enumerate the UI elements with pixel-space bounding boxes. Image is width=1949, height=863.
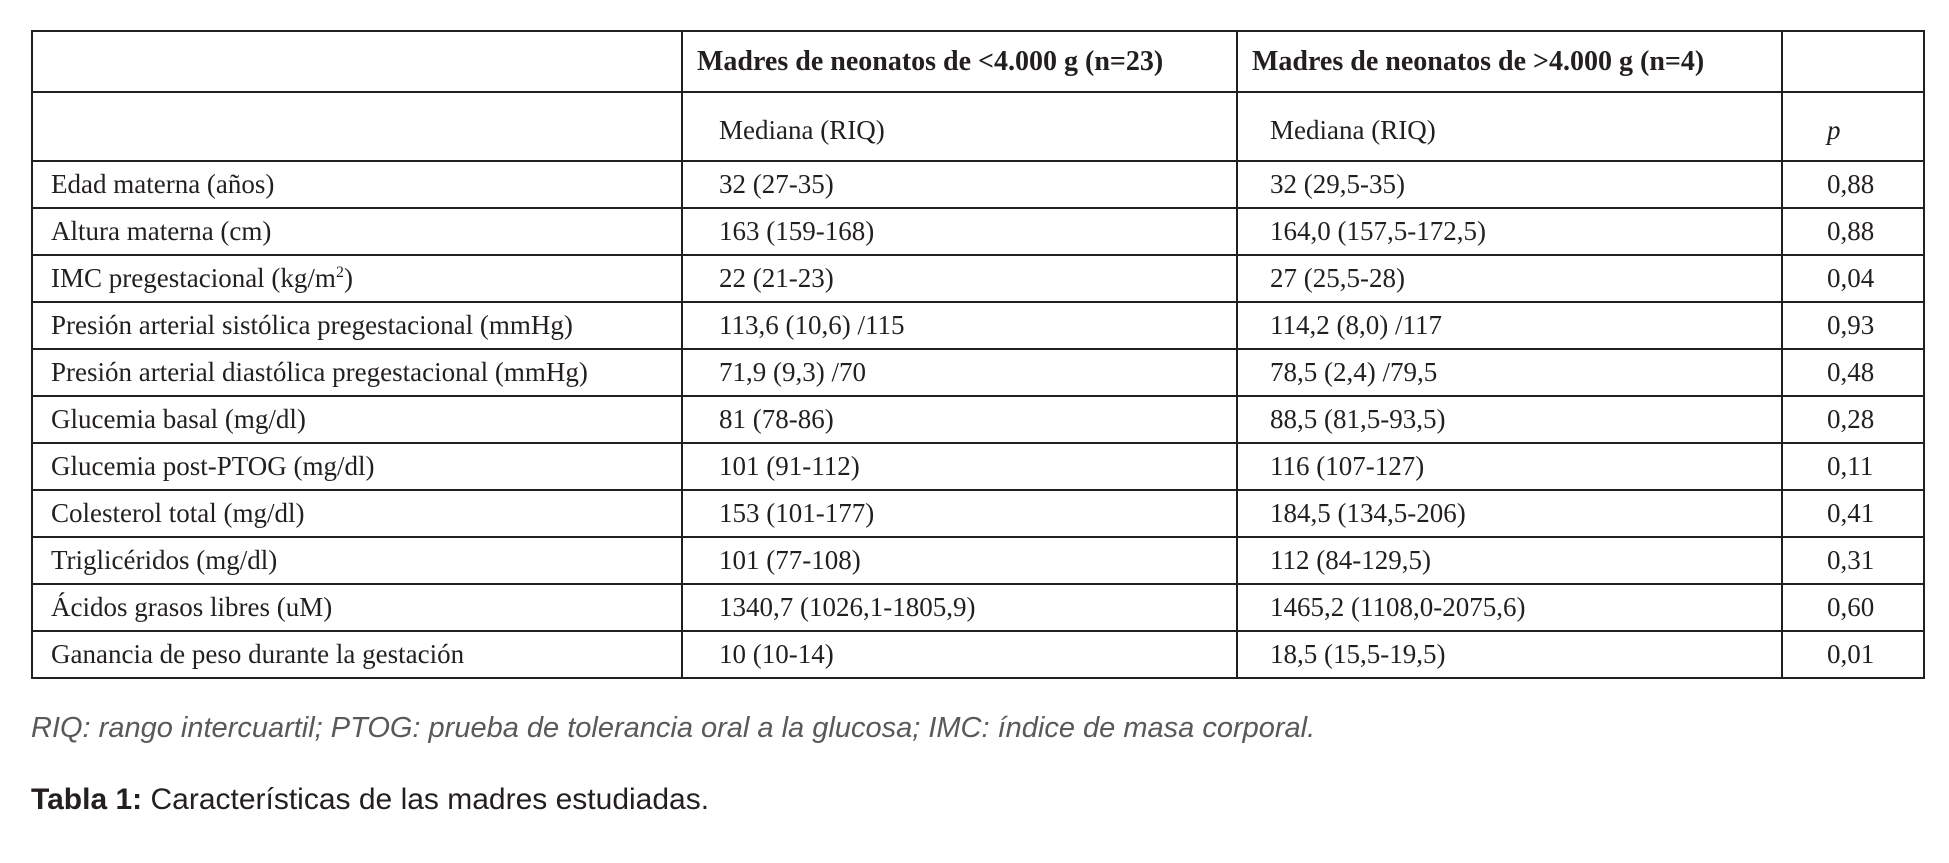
table-row bbox=[32, 349, 1924, 396]
p-value-cell: 0,31 bbox=[1782, 537, 1924, 584]
under-4000g-value-cell: 101 (91-112) bbox=[682, 443, 1237, 490]
over-4000g-value-cell: 114,2 (8,0) /117 bbox=[1237, 302, 1782, 349]
caption-text: Características de las madres estudiadas. bbox=[142, 783, 710, 816]
table-row bbox=[32, 396, 1924, 443]
header-empty-cell bbox=[1782, 31, 1924, 92]
over-4000g-value-cell: 116 (107-127) bbox=[1237, 443, 1782, 490]
over-4000g-value-cell: 1465,2 (1108,0-2075,6) bbox=[1237, 584, 1782, 631]
under-4000g-value-cell: 113,6 (10,6) /115 bbox=[682, 302, 1237, 349]
row-label-cell: Glucemia post-PTOG (mg/dl) bbox=[32, 443, 682, 490]
subheader-median-riq-1: Mediana (RIQ) bbox=[682, 92, 1237, 161]
over-4000g-value-cell: 164,0 (157,5-172,5) bbox=[1237, 208, 1782, 255]
over-4000g-value-cell: 27 (25,5-28) bbox=[1237, 255, 1782, 302]
table-row bbox=[32, 584, 1924, 631]
under-4000g-value-cell: 163 (159-168) bbox=[682, 208, 1237, 255]
row-label-cell: Ácidos grasos libres (uM) bbox=[32, 584, 682, 631]
p-value-cell: 0,60 bbox=[1782, 584, 1924, 631]
row-label-cell: Altura materna (cm) bbox=[32, 208, 682, 255]
table-row bbox=[32, 490, 1924, 537]
subheader-median-riq-2: Mediana (RIQ) bbox=[1237, 92, 1782, 161]
table-subheader-row bbox=[32, 92, 1924, 161]
table-caption bbox=[31, 783, 709, 817]
p-value-cell: 0,04 bbox=[1782, 255, 1924, 302]
under-4000g-value-cell: 153 (101-177) bbox=[682, 490, 1237, 537]
header-empty-cell bbox=[32, 31, 682, 92]
table-row bbox=[32, 302, 1924, 349]
table-footnote: RIQ: rango intercuartil; PTOG: prueba de tolerancia oral a la glucosa; IMC: índice de masa corporal. bbox=[31, 712, 1316, 744]
table-row bbox=[32, 208, 1924, 255]
p-value-cell: 0,01 bbox=[1782, 631, 1924, 678]
over-4000g-value-cell: 32 (29,5-35) bbox=[1237, 161, 1782, 208]
p-value-cell: 0,88 bbox=[1782, 161, 1924, 208]
header-group-over-4000g: Madres de neonatos de >4.000 g (n=4) bbox=[1237, 31, 1782, 92]
under-4000g-value-cell: 101 (77-108) bbox=[682, 537, 1237, 584]
under-4000g-value-cell: 32 (27-35) bbox=[682, 161, 1237, 208]
table-group-header-row bbox=[32, 31, 1924, 92]
row-label-cell: Presión arterial diastólica pregestacional (mmHg) bbox=[32, 349, 682, 396]
row-label-cell: Glucemia basal (mg/dl) bbox=[32, 396, 682, 443]
p-value-cell: 0,88 bbox=[1782, 208, 1924, 255]
table-row bbox=[32, 537, 1924, 584]
under-4000g-value-cell: 71,9 (9,3) /70 bbox=[682, 349, 1237, 396]
table-row bbox=[32, 443, 1924, 490]
over-4000g-value-cell: 184,5 (134,5-206) bbox=[1237, 490, 1782, 537]
p-value-cell: 0,11 bbox=[1782, 443, 1924, 490]
p-value-cell: 0,28 bbox=[1782, 396, 1924, 443]
subheader-empty-cell bbox=[32, 92, 682, 161]
under-4000g-value-cell: 81 (78-86) bbox=[682, 396, 1237, 443]
p-value-cell: 0,93 bbox=[1782, 302, 1924, 349]
table-row bbox=[32, 631, 1924, 678]
row-label-cell: Ganancia de peso durante la gestación bbox=[32, 631, 682, 678]
p-value-cell: 0,41 bbox=[1782, 490, 1924, 537]
row-label-cell: Presión arterial sistólica pregestacional (mmHg) bbox=[32, 302, 682, 349]
over-4000g-value-cell: 88,5 (81,5-93,5) bbox=[1237, 396, 1782, 443]
over-4000g-value-cell: 112 (84-129,5) bbox=[1237, 537, 1782, 584]
header-group-under-4000g: Madres de neonatos de <4.000 g (n=23) bbox=[682, 31, 1237, 92]
data-table-container bbox=[31, 30, 1925, 679]
table-row bbox=[32, 255, 1924, 302]
table-body bbox=[32, 161, 1924, 678]
p-value-cell: 0,48 bbox=[1782, 349, 1924, 396]
under-4000g-value-cell: 1340,7 (1026,1-1805,9) bbox=[682, 584, 1237, 631]
over-4000g-value-cell: 78,5 (2,4) /79,5 bbox=[1237, 349, 1782, 396]
row-label-cell: IMC pregestacional $(kg/m^2)$ bbox=[32, 255, 682, 302]
under-4000g-value-cell: 22 (21-23) bbox=[682, 255, 1237, 302]
row-label-cell: Colesterol total (mg/dl) bbox=[32, 490, 682, 537]
table-row bbox=[32, 161, 1924, 208]
row-label-cell: Triglicéridos (mg/dl) bbox=[32, 537, 682, 584]
maternal-characteristics-table bbox=[31, 30, 1925, 679]
superscript-2: 2 bbox=[335, 264, 344, 281]
caption-label: Tabla 1: bbox=[31, 783, 143, 816]
over-4000g-value-cell: 18,5 (15,5-19,5) bbox=[1237, 631, 1782, 678]
row-label-cell: Edad materna (años) bbox=[32, 161, 682, 208]
subheader-p-value: p bbox=[1782, 92, 1924, 161]
under-4000g-value-cell: 10 (10-14) bbox=[682, 631, 1237, 678]
